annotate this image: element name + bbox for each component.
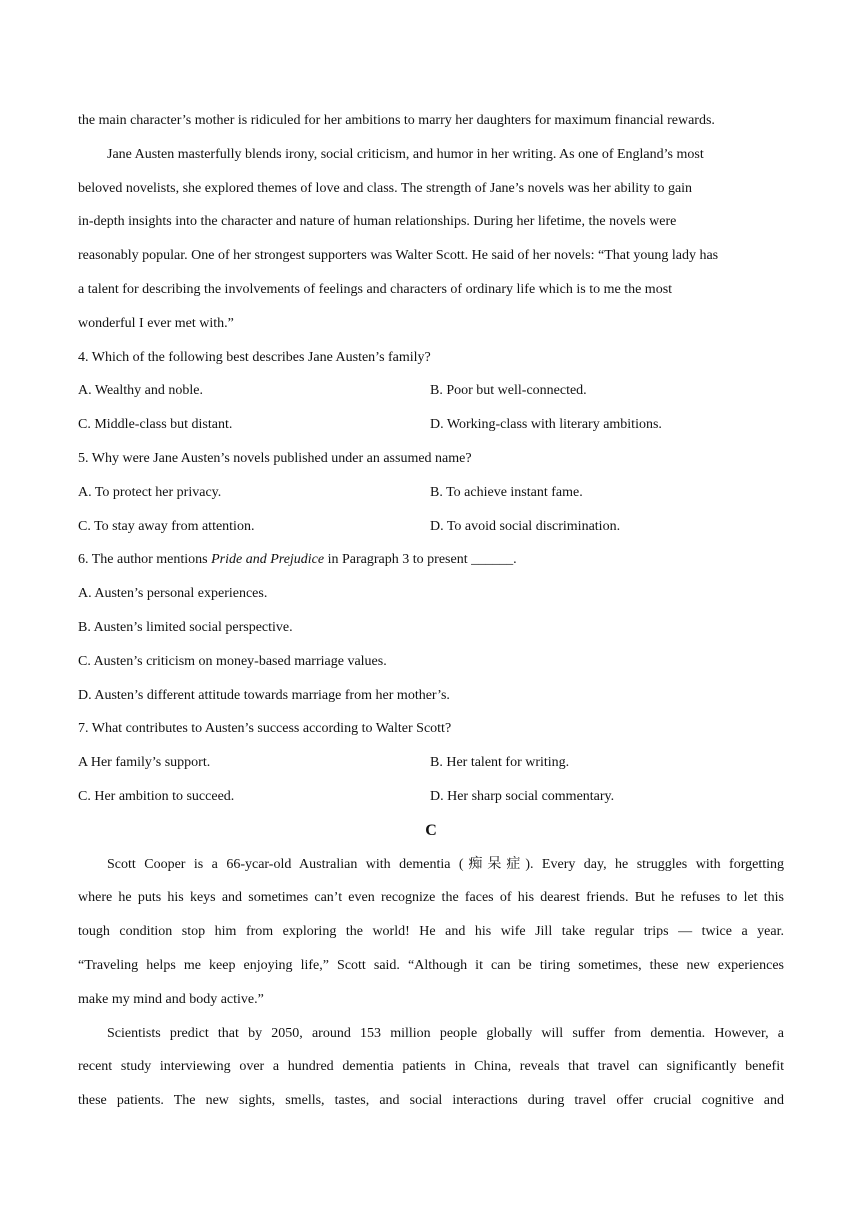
section-c-para-line: “Traveling helps me keep enjoying life,” Scott said. “Although it can be tiring sometimes, these new experiences — [78, 957, 784, 973]
section-c-para-line: recent study interviewing over a hundred dementia patients in China, reveals that travel can significantly benefit — [78, 1059, 784, 1075]
option-d: D. Austen’s different attitude towards marriage from her mother’s. — [78, 687, 450, 703]
question-6-stem-before: 6. The author mentions — [78, 552, 212, 568]
section-c-para-line: these patients. The new sights, smells, tastes, and social interactions during travel offer crucial cognitive and — [78, 1093, 784, 1109]
option-c: C. Her ambition to succeed. — [78, 788, 235, 804]
option-a: A. Austen’s personal experiences. — [78, 586, 268, 602]
section-c-para-line: tough condition stop him from exploring the world! He and his wife Jill take regular trips — twice a year. — [78, 924, 784, 940]
question-6-stem-after: in Paragraph 3 to present ______. — [324, 552, 517, 568]
section-c-heading: C — [425, 821, 437, 839]
question-4-options-row-2 — [78, 408, 784, 442]
option-a: A. To protect her privacy. — [78, 484, 222, 500]
option-d: D. Working-class with literary ambitions. — [430, 417, 662, 433]
question-7-stem: 7. What contributes to Austen’s success according to Walter Scott? — [78, 721, 452, 737]
passage-b-line: the main character’s mother is ridiculed for her ambitions to marry her daughters for maximum financial rewards. — [78, 113, 715, 128]
question-4-stem: 4. Which of the following best describes Jane Austen’s family? — [78, 349, 431, 365]
question-6-book-title: Pride and Prejudice — [211, 552, 325, 568]
section-c-para-line: Scientists predict that by 2050, around 153 million people globally will suffer from dementia. However, a — [107, 1025, 784, 1041]
question-4-options-row-1 — [78, 374, 784, 408]
question-5-options-row-2 — [78, 510, 784, 544]
question-5-options-row-1 — [78, 476, 784, 510]
option-a: A. Wealthy and noble. — [78, 383, 203, 399]
option-d: D. To avoid social discrimination. — [430, 518, 621, 534]
question-6-stem — [78, 543, 784, 577]
option-d: D. Her sharp social commentary. — [430, 788, 615, 804]
section-c-para-line: make my mind and body active.” — [78, 991, 264, 1007]
question-7-options-row-2 — [78, 780, 784, 814]
section-c-para-line: Scott Cooper is a 66-ycar-old Australian with dementia (痴呆症). Every day, he struggles with forgetting — [107, 856, 784, 872]
option-b: B. Her talent for writing. — [430, 755, 570, 771]
option-b: B. Poor but well-connected. — [430, 383, 587, 399]
option-c: C. To stay away from attention. — [78, 518, 255, 534]
passage-b-para-line: wonderful I ever met with.” — [78, 315, 234, 331]
option-b: B. To achieve instant fame. — [430, 484, 583, 500]
passage-b-para-line: reasonably popular. One of her strongest supporters was Walter Scott. He said of her novels: “That young lady has — [78, 248, 719, 264]
option-b: B. Austen’s limited social perspective. — [78, 619, 293, 635]
question-7-options-row-1 — [78, 746, 784, 780]
option-a: A Her family’s support. — [78, 755, 211, 771]
passage-b-para-line: in-depth insights into the character and nature of human relationships. During her lifetime, the novels were — [78, 214, 677, 230]
exam-page — [78, 104, 784, 1118]
passage-b-para-line: Jane Austen masterfully blends irony, social criticism, and humor in her writing. As one of England’s most — [107, 146, 704, 162]
passage-b-para-line: a talent for describing the involvements of feelings and characters of ordinary life which is to me the most — [78, 281, 673, 297]
option-c: C. Austen’s criticism on money-based marriage values. — [78, 653, 387, 669]
section-c-para-line: where he puts his keys and sometimes can’t even recognize the faces of his dearest friends. But he refuses to let this — [78, 890, 784, 906]
passage-b-para-line: beloved novelists, she explored themes of love and class. The strength of Jane’s novels was her ability to gain — [78, 180, 693, 196]
question-5-stem: 5. Why were Jane Austen’s novels published under an assumed name? — [78, 450, 472, 466]
option-c: C. Middle-class but distant. — [78, 417, 233, 433]
